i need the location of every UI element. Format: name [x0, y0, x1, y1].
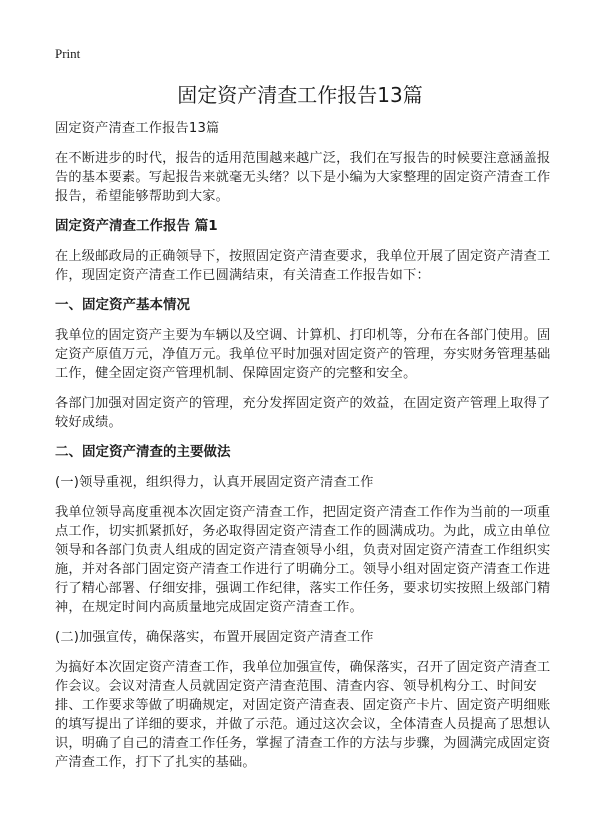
sub-heading: (二)加强宣传，确保落实，布置开展固定资产清查工作 [55, 630, 374, 645]
paragraph: 为搞好本次固定资产清查工作，我单位加强宣传，确保落实，召开了固定资产清查工作会议。会议对清查人员就固定资产清查范围、清查内容、领导机构分工、时间安排、工作要求等做了明确规定，对固定资产清查表、固定资产卡片、固定资产明细账的填写提出了详细的要求，并做了示范。通过这次会议，全体清查人员提高了思想认识，明确了自己的清查工作任务，掌握了清查工作的方法与步骤，为圆满完成固定资产清查工作，打下了扎实的基础。 [55, 660, 551, 770]
subtitle: 固定资产清查工作报告13篇 [55, 121, 220, 136]
paragraph: 我单位的固定资产主要为车辆以及空调、计算机、打印机等，分布在各部门使用。固定资产原值万元，净值万元。我单位平时加强对固定资产的管理，夯实财务管理基础工作，健全固定资产管理机制、保障固定资产的完整和安全。 [55, 328, 551, 381]
paragraph: 在上级邮政局的正确领导下，按照固定资产清查要求，我单位开展了固定资产清查工作，现固定资产清查工作已圆满结束，有关清查工作报告如下： [55, 249, 551, 283]
part-heading: 二、固定资产清查的主要做法 [55, 444, 231, 460]
paragraph: 各部门加强对固定资产的管理，充分发挥固定资产的效益，在固定资产管理上取得了较好成绩。 [55, 396, 551, 430]
intro-paragraph: 在不断进步的时代，报告的适用范围越来越广泛，我们在写报告的时候要注意涵盖报告的基本要素。写起报告来就毫无头绪？以下是小编为大家整理的固定资产清查工作报告，希望能够帮助到大家。 [55, 151, 551, 204]
document-body [55, 119, 551, 783]
section-heading: 固定资产清查工作报告 篇1 [55, 218, 218, 234]
paragraph: 我单位领导高度重视本次固定资产清查工作，把固定资产清查工作作为当前的一项重点工作，切实抓紧抓好，务必取得固定资产清查工作的圆满成功。为此，成立由单位领导和各部门负责人组成的固定资产清查领导小组，负责对固定资产清查工作组织实施，并对各部门固定资产清查工作进行了明确分工。领导小组对固定资产清查工作进行了精心部署、仔细安排，强调工作纪律，落实工作任务，要求切实按照上级部门精神，在规定时间内高质量地完成固定资产清查工作。 [55, 505, 551, 615]
page-title: 固定资产清查工作报告13篇 [177, 83, 423, 107]
print-link[interactable]: Print [55, 46, 81, 61]
part-heading: 一、固定资产基本情况 [55, 297, 190, 313]
sub-heading: (一)领导重视，组织得力，认真开展固定资产清查工作 [55, 475, 374, 490]
